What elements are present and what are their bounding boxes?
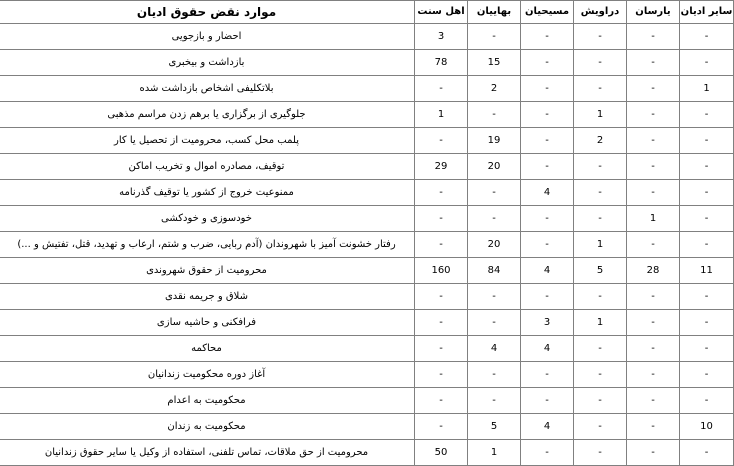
cell-dervishes: -: [574, 388, 627, 414]
row-label: محاکمه: [0, 336, 415, 362]
table-row: [0, 76, 734, 102]
cell-bahais: 84: [468, 258, 521, 284]
column-header-christians: مسیحیان: [521, 1, 574, 24]
row-label: ممنوعیت خروج از کشور یا توقیف گذرنامه: [0, 180, 415, 206]
cell-sunnis: -: [415, 284, 468, 310]
row-label: محرومیت از حق ملاقات، تماس تلفنی، استفاده از وکیل یا سایر حقوق زندانیان: [0, 440, 415, 466]
table-row: [0, 284, 734, 310]
cell-yarsan: -: [627, 362, 680, 388]
cell-christians: -: [521, 284, 574, 310]
cell-yarsan: -: [627, 310, 680, 336]
cell-christians: 4: [521, 414, 574, 440]
cell-christians: -: [521, 128, 574, 154]
cell-sunnis: 29: [415, 154, 468, 180]
cell-dervishes: -: [574, 24, 627, 50]
cell-other-religions: 1: [680, 76, 734, 102]
cell-sunnis: -: [415, 180, 468, 206]
cell-dervishes: -: [574, 362, 627, 388]
cell-sunnis: 3: [415, 24, 468, 50]
table-row: [0, 310, 734, 336]
cell-yarsan: -: [627, 440, 680, 466]
cell-yarsan: -: [627, 232, 680, 258]
table-row: [0, 102, 734, 128]
row-label: بلاتکلیفی اشخاص بازداشت شده: [0, 76, 415, 102]
table-row: [0, 154, 734, 180]
cell-sunnis: -: [415, 232, 468, 258]
cell-dervishes: -: [574, 180, 627, 206]
cell-other-religions: -: [680, 440, 734, 466]
cell-bahais: 15: [468, 50, 521, 76]
cell-dervishes: -: [574, 414, 627, 440]
cell-other-religions: -: [680, 206, 734, 232]
row-label: احضار و بازجویی: [0, 24, 415, 50]
cell-other-religions: -: [680, 50, 734, 76]
table-row: [0, 336, 734, 362]
cell-bahais: -: [468, 388, 521, 414]
row-label: خودسوزی و خودکشی: [0, 206, 415, 232]
cell-dervishes: 5: [574, 258, 627, 284]
cell-christians: -: [521, 50, 574, 76]
cell-christians: -: [521, 232, 574, 258]
cell-dervishes: 1: [574, 310, 627, 336]
cell-christians: -: [521, 362, 574, 388]
cell-dervishes: -: [574, 50, 627, 76]
column-header-category: موارد نقض حقوق ادیان: [0, 1, 415, 24]
row-label: آغاز دوره محکومیت زندانیان: [0, 362, 415, 388]
cell-sunnis: -: [415, 414, 468, 440]
cell-bahais: 20: [468, 232, 521, 258]
cell-other-religions: -: [680, 180, 734, 206]
row-label: محکومیت به زندان: [0, 414, 415, 440]
cell-sunnis: 50: [415, 440, 468, 466]
cell-yarsan: -: [627, 388, 680, 414]
cell-bahais: -: [468, 206, 521, 232]
cell-bahais: 19: [468, 128, 521, 154]
cell-dervishes: -: [574, 336, 627, 362]
table-row: [0, 258, 734, 284]
column-header-yarsan: یارسان: [627, 1, 680, 24]
table-row: [0, 128, 734, 154]
cell-sunnis: -: [415, 388, 468, 414]
cell-sunnis: -: [415, 206, 468, 232]
table-row: [0, 440, 734, 466]
row-label: جلوگیری از برگزاری یا برهم زدن مراسم مذهبی: [0, 102, 415, 128]
cell-christians: 3: [521, 310, 574, 336]
table-row: [0, 180, 734, 206]
cell-dervishes: -: [574, 440, 627, 466]
row-label: پلمب محل کسب، محرومیت از تحصیل یا کار: [0, 128, 415, 154]
table-row: [0, 24, 734, 50]
cell-yarsan: -: [627, 76, 680, 102]
cell-sunnis: -: [415, 76, 468, 102]
column-header-dervishes: دراویش: [574, 1, 627, 24]
cell-dervishes: -: [574, 76, 627, 102]
cell-christians: -: [521, 154, 574, 180]
cell-christians: 4: [521, 336, 574, 362]
row-label: رفتار خشونت آمیز با شهروندان (آدم ربایی، ضرب و شتم، ارعاب و تهدید، قتل، تفتیش و ...): [0, 232, 415, 258]
table-row: [0, 362, 734, 388]
row-label: توقیف، مصادره اموال و تخریب اماکن: [0, 154, 415, 180]
table-body: [0, 24, 734, 466]
cell-other-religions: -: [680, 336, 734, 362]
cell-yarsan: -: [627, 336, 680, 362]
cell-bahais: -: [468, 362, 521, 388]
cell-other-religions: -: [680, 284, 734, 310]
column-header-sunnis: اهل سنت: [415, 1, 468, 24]
cell-sunnis: -: [415, 310, 468, 336]
row-label: محکومیت به اعدام: [0, 388, 415, 414]
cell-yarsan: 28: [627, 258, 680, 284]
cell-yarsan: -: [627, 24, 680, 50]
cell-christians: -: [521, 440, 574, 466]
row-label: شلاق و جریمه نقدی: [0, 284, 415, 310]
cell-bahais: 5: [468, 414, 521, 440]
cell-bahais: -: [468, 180, 521, 206]
cell-yarsan: -: [627, 284, 680, 310]
cell-other-religions: -: [680, 102, 734, 128]
cell-sunnis: -: [415, 362, 468, 388]
cell-christians: -: [521, 388, 574, 414]
row-label: محرومیت از حقوق شهروندی: [0, 258, 415, 284]
table-header: [0, 1, 734, 24]
column-header-bahais: بهاییان: [468, 1, 521, 24]
cell-christians: -: [521, 102, 574, 128]
cell-yarsan: -: [627, 154, 680, 180]
cell-other-religions: -: [680, 154, 734, 180]
cell-other-religions: -: [680, 24, 734, 50]
cell-other-religions: 11: [680, 258, 734, 284]
table-row: [0, 232, 734, 258]
cell-bahais: -: [468, 310, 521, 336]
cell-yarsan: -: [627, 102, 680, 128]
cell-sunnis: -: [415, 128, 468, 154]
cell-sunnis: 78: [415, 50, 468, 76]
cell-yarsan: -: [627, 128, 680, 154]
cell-bahais: 2: [468, 76, 521, 102]
cell-bahais: -: [468, 24, 521, 50]
cell-other-religions: -: [680, 310, 734, 336]
cell-yarsan: -: [627, 180, 680, 206]
cell-dervishes: -: [574, 206, 627, 232]
table-row: [0, 388, 734, 414]
table-row: [0, 50, 734, 76]
cell-yarsan: -: [627, 414, 680, 440]
cell-christians: 4: [521, 258, 574, 284]
cell-sunnis: 160: [415, 258, 468, 284]
cell-christians: -: [521, 76, 574, 102]
cell-yarsan: 1: [627, 206, 680, 232]
cell-christians: 4: [521, 180, 574, 206]
cell-other-religions: -: [680, 128, 734, 154]
row-label: فرافکنی و حاشیه سازی: [0, 310, 415, 336]
cell-bahais: 1: [468, 440, 521, 466]
cell-dervishes: -: [574, 284, 627, 310]
cell-bahais: 4: [468, 336, 521, 362]
row-label: بازداشت و بیخبری: [0, 50, 415, 76]
cell-yarsan: -: [627, 50, 680, 76]
cell-bahais: -: [468, 102, 521, 128]
cell-dervishes: 1: [574, 232, 627, 258]
cell-bahais: -: [468, 284, 521, 310]
cell-other-religions: 10: [680, 414, 734, 440]
cell-dervishes: -: [574, 154, 627, 180]
header-row: [0, 1, 734, 24]
cell-other-religions: -: [680, 362, 734, 388]
cell-sunnis: -: [415, 336, 468, 362]
cell-bahais: 20: [468, 154, 521, 180]
table-row: [0, 206, 734, 232]
cell-dervishes: 2: [574, 128, 627, 154]
cell-christians: -: [521, 206, 574, 232]
column-header-other-religions: سایر ادیان: [680, 1, 734, 24]
table-row: [0, 414, 734, 440]
cell-other-religions: -: [680, 388, 734, 414]
cell-dervishes: 1: [574, 102, 627, 128]
cell-christians: -: [521, 24, 574, 50]
cell-sunnis: 1: [415, 102, 468, 128]
cell-other-religions: -: [680, 232, 734, 258]
